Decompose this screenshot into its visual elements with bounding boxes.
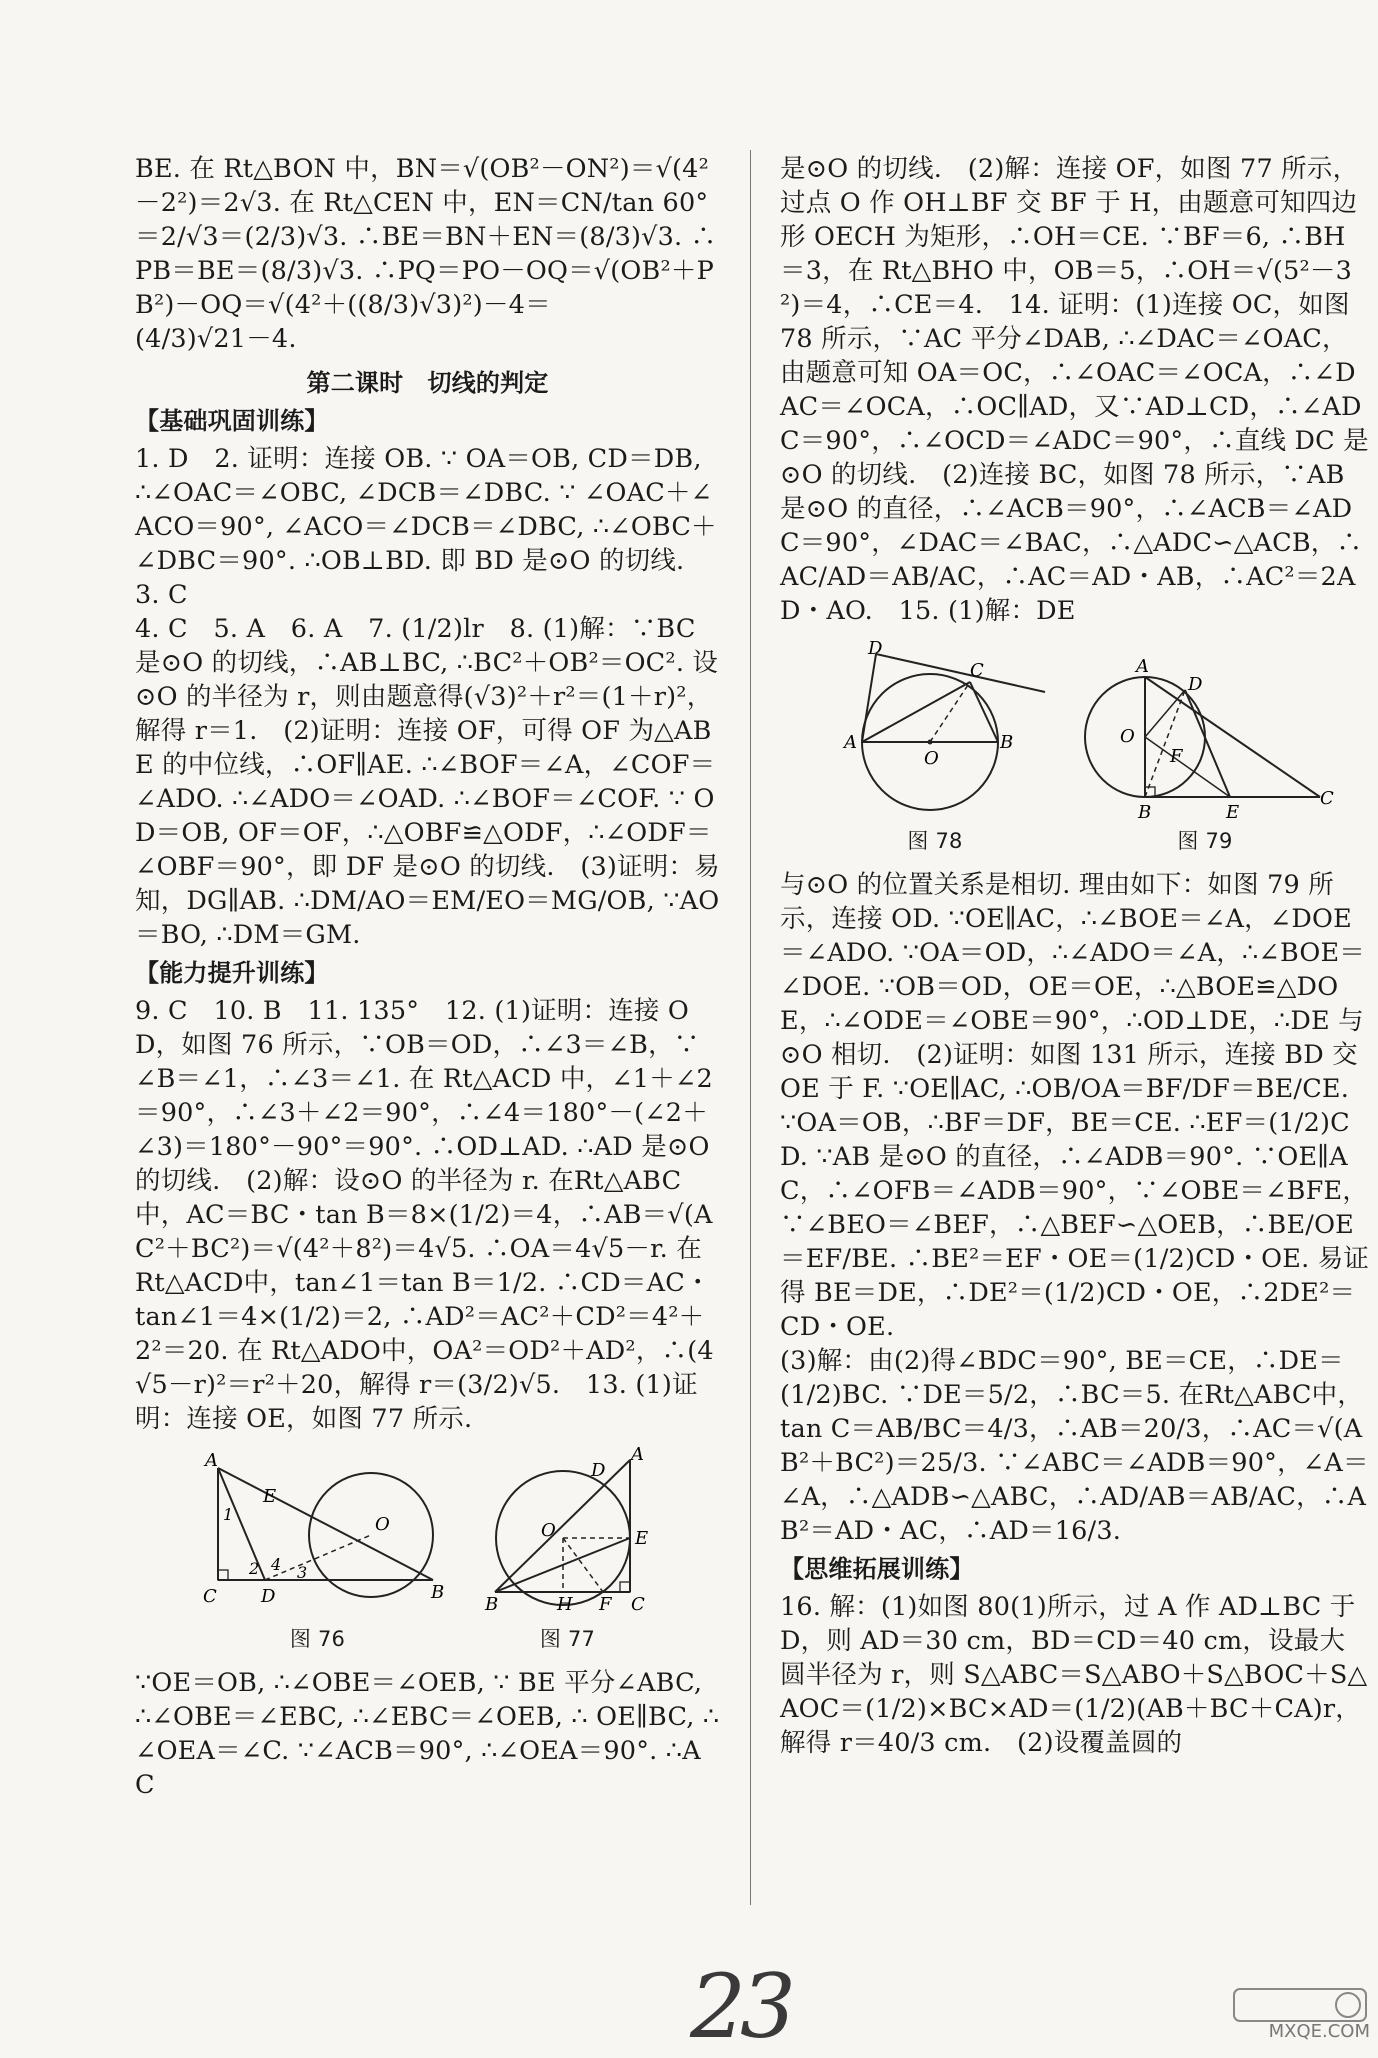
left-column [135, 152, 720, 1802]
figure-76 [193, 1450, 443, 1656]
svg-text:C: C [202, 1586, 217, 1607]
figure-76-caption: 图 76 [289, 1627, 346, 1651]
solution-paragraph: 9. C 10. B 11. 135° 12. (1)证明：连接 OD，如图 76 所示，∵OB＝OD，∴∠3＝∠B，∵∠B＝∠1，∴∠3＝∠1. 在 Rt△ACD 中，∠1＋∠2＝90°，∴∠3＋∠2＝90°，∴∠4＝180°－(∠2＋∠3)＝180°－90°＝90°. ∴OD⊥AD. ∴AD 是⊙O 的切线. (2)解：设⊙O 的半径为 r. 在Rt△ABC中，AC＝BC・tan B＝8×(1/2)＝4，∴AB＝√(AC²＋BC²)＝√(4²＋8²)＝4√5. ∴OA＝4√5－r. 在 Rt△ACD中，tan∠1＝tan B＝1/2. ∴CD＝AC・tan∠1＝4×(1/2)＝2, ∴AD²＝AC²＋CD²＝4²＋2²＝20. 在 Rt△ADO中，OA²＝OD²＋AD²，∴(4√5－r)²＝r²＋20，解得 r＝(3/2)√5. 13. (1)证明：连接 OE，如图 77 所示. [135, 996, 714, 1434]
svg-text:D: D [260, 1586, 276, 1607]
svg-text:4: 4 [270, 1555, 281, 1574]
svg-text:O: O [540, 1520, 556, 1541]
watermark-logo [1230, 1985, 1370, 2049]
watermark-icon [1230, 1985, 1370, 2025]
watermark-text: MXQE.COM [1268, 2021, 1370, 2042]
figure-77-caption: 图 77 [539, 1627, 596, 1651]
figure-77 [473, 1444, 663, 1656]
svg-text:O: O [1120, 726, 1135, 747]
svg-text:D: D [1188, 674, 1203, 695]
figure-76-diagram [193, 1450, 443, 1620]
svg-text:A: A [1136, 656, 1150, 677]
svg-text:D: D [868, 638, 883, 659]
column-divider [750, 150, 751, 1905]
section-title: 第二课时 切线的判定 [306, 369, 549, 397]
svg-text:D: D [590, 1460, 606, 1481]
svg-text:A: A [630, 1444, 644, 1465]
solution-paragraph: 4. C 5. A 6. A 7. (1/2)lr 8. (1)解：∵BC 是⊙O 的切线，∴AB⊥BC, ∴BC²＋OB²＝OC². 设⊙O 的半径为 r，则由题意得(√3)²＋r²＝(1＋r)²，解得 r＝1. (2)证明：连接 OF，可得 OF 为△ABE 的中位线，∴OF∥AE. ∴∠BOF＝∠A，∠COF＝∠ADO. ∴∠ADO＝∠OAD. ∴∠BOF＝∠COF. ∵ OD＝OB, OF＝OF，∴△OBF≌△ODF，∴∠ODF＝∠OBF＝90°，即 DF 是⊙O 的切线. (3)证明：易知，DG∥AB. ∴DM/AO＝EM/EO＝MG/OB, ∵AO＝BO, ∴DM＝GM. [135, 614, 720, 950]
svg-text:O: O [924, 748, 939, 769]
figure-77-diagram [473, 1444, 663, 1620]
figure-78-caption: 图 78 [907, 829, 963, 853]
figure-row [135, 1444, 720, 1656]
figure-78-diagram [820, 638, 1050, 822]
heading-extend-training: 【思维拓展训练】 [780, 1555, 974, 1583]
solution-paragraph: 与⊙O 的位置关系是相切. 理由如下：如图 79 所示，连接 OD. ∵OE∥AC，∴∠BOE＝∠A，∠DOE＝∠ADO. ∵OA＝OD，∴∠ADO＝∠A，∴∠BOE＝∠DOE. ∵OB＝OD，OE＝OE，∴△BOE≌△DOE，∴∠ODE＝∠OBE＝90°，∴OD⊥DE，∴DE 与⊙O 相切. (2)证明：如图 131 所示，连接 BD 交 OE 于 F. ∵OE∥AC, ∴OB/OA＝BF/DF＝BE/CE. ∵OA＝OB，∴BF＝DF，BE＝CE. ∴EF＝(1/2)CD. ∵AB 是⊙O 的直径，∴∠ADB＝90°. ∵OE∥AC，∴∠OFB＝∠ADB＝90°，∵∠OBE＝∠BFE，∵∠BEO＝∠BEF，∴△BEF∽△OEB，∴BE/OE＝EF/BE. ∴BE²＝EF・OE＝(1/2)CD・OE. 易证得 BE＝DE，∴DE²＝(1/2)CD・OE，∴2DE²＝CD・OE. [780, 870, 1370, 1342]
svg-text:F: F [598, 1594, 612, 1615]
svg-text:2: 2 [248, 1559, 259, 1578]
svg-text:B: B [430, 1582, 444, 1603]
svg-text:F: F [1170, 746, 1183, 767]
svg-text:A: A [204, 1450, 218, 1471]
figure-78 [820, 638, 1050, 858]
svg-text:B: B [484, 1594, 498, 1615]
svg-text:H: H [556, 1594, 573, 1615]
svg-text:E: E [1226, 802, 1240, 823]
solution-paragraph: 16. 解：(1)如图 80(1)所示，过 A 作 AD⊥BC 于 D，则 AD＝30 cm，BD＝CD＝40 cm，设最大圆半径为 r，则 S△ABC＝S△ABO＋S△BOC＋S△AOC＝(1/2)×BC×AD＝(1/2)(AB＋BC＋CA)r，解得 r＝40/3 cm. (2)设覆盖圆的 [780, 1592, 1368, 1758]
svg-text:1: 1 [222, 1505, 233, 1524]
solution-paragraph: BE. 在 Rt△BON 中，BN＝√(OB²－ON²)＝√(4²－2²)＝2√3. 在 Rt△CEN 中，EN＝CN/tan 60°＝2/√3＝(2/3)√3. ∴BE＝BN＋EN＝(8/3)√3. ∴PB＝BE＝(8/3)√3. ∴PQ＝PO－OQ＝√(OB²＋PB²)－OQ＝√(4²＋((8/3)√3)²)－4＝ [135, 154, 717, 320]
figure-79 [1080, 642, 1334, 858]
solution-paragraph: (3)解：由(2)得∠BDC＝90°, BE＝CE，∴DE＝(1/2)BC. ∵DE＝5/2，∴BC＝5. 在Rt△ABC中，tan C＝AB/BC＝4/3，∴AB＝20/3，∴AC＝√(AB²＋BC²)＝25/3. ∵∠ABC＝∠ADB＝90°，∠A＝∠A，∴△ADB∽△ABC，∴AD/AB＝AB/AC，∴AB²＝AD・AC，∴AD＝16/3. [780, 1346, 1369, 1546]
solution-paragraph: 是⊙O 的切线. (2)解：连接 OF，如图 77 所示，过点 O 作 OH⊥BF 交 BF 于 H，由题意可知四边形 OECH 为矩形，∴OH＝CE. ∵BF＝6, ∴BH＝3，在 Rt△BHO 中，OB＝5，∴OH＝√(5²－3²)＝4，∴CE＝4. 14. 证明：(1)连接 OC，如图 78 所示，∵AC 平分∠DAB, ∴∠DAC＝∠OAC，由题意可知 OA＝OC，∴∠OAC＝∠OCA，∴∠DAC＝∠OCA，∴OC∥AD，又∵AD⊥CD，∴∠ADC＝90°，∴∠OCD＝∠ADC＝90°，∴直线 DC 是⊙O 的切线. (2)连接 BC，如图 78 所示，∵AB 是⊙O 的直径，∴∠ACB＝90°，∴∠ACB＝∠ADC＝90°，∠DAC＝∠BAC，∴△ADC∽△ACB，∴AC/AD＝AB/AC，∴AC＝AD・AB，∴AC²＝2AD・AO. 15. (1)解：DE [780, 154, 1369, 626]
svg-text:C: C [1320, 788, 1334, 809]
svg-text:C: C [630, 1594, 645, 1615]
svg-text:E: E [634, 1528, 648, 1549]
heading-ability-training: 【能力提升训练】 [135, 959, 329, 987]
svg-text:B: B [1000, 732, 1014, 753]
solution-paragraph: ∵OE＝OB, ∴∠OBE＝∠OEB, ∵ BE 平分∠ABC, ∴∠OBE＝∠EBC, ∴∠EBC＝∠OEB, ∴ OE∥BC, ∴∠OEA＝∠C. ∵∠ACB＝90°, ∴∠OEA＝90°. ∴AC [135, 1668, 720, 1800]
svg-text:E: E [262, 1486, 276, 1507]
svg-text:C: C [970, 660, 984, 681]
solution-paragraph-end: (4/3)√21－4. [135, 324, 297, 354]
figure-row [780, 638, 1370, 858]
heading-basic-training: 【基础巩固训练】 [135, 407, 329, 435]
svg-text:A: A [844, 732, 858, 753]
svg-text:3: 3 [296, 1563, 307, 1582]
solution-paragraph: 1. D 2. 证明：连接 OB. ∵ OA＝OB, CD＝DB, ∴∠OAC＝∠OBC, ∠DCB＝∠DBC. ∵ ∠OAC＋∠ACO＝90°, ∠ACO＝∠DCB＝∠DBC, ∴∠OBC＋∠DBC＝90°. ∴OB⊥BD. 即 BD 是⊙O 的切线. 3. C [135, 444, 717, 610]
svg-text:B: B [1138, 802, 1152, 823]
right-column [780, 152, 1370, 1760]
figure-79-caption: 图 79 [1177, 829, 1233, 853]
svg-text:O: O [374, 1514, 390, 1535]
figure-79-diagram [1080, 642, 1334, 823]
page-number: 23 [690, 1955, 790, 2058]
